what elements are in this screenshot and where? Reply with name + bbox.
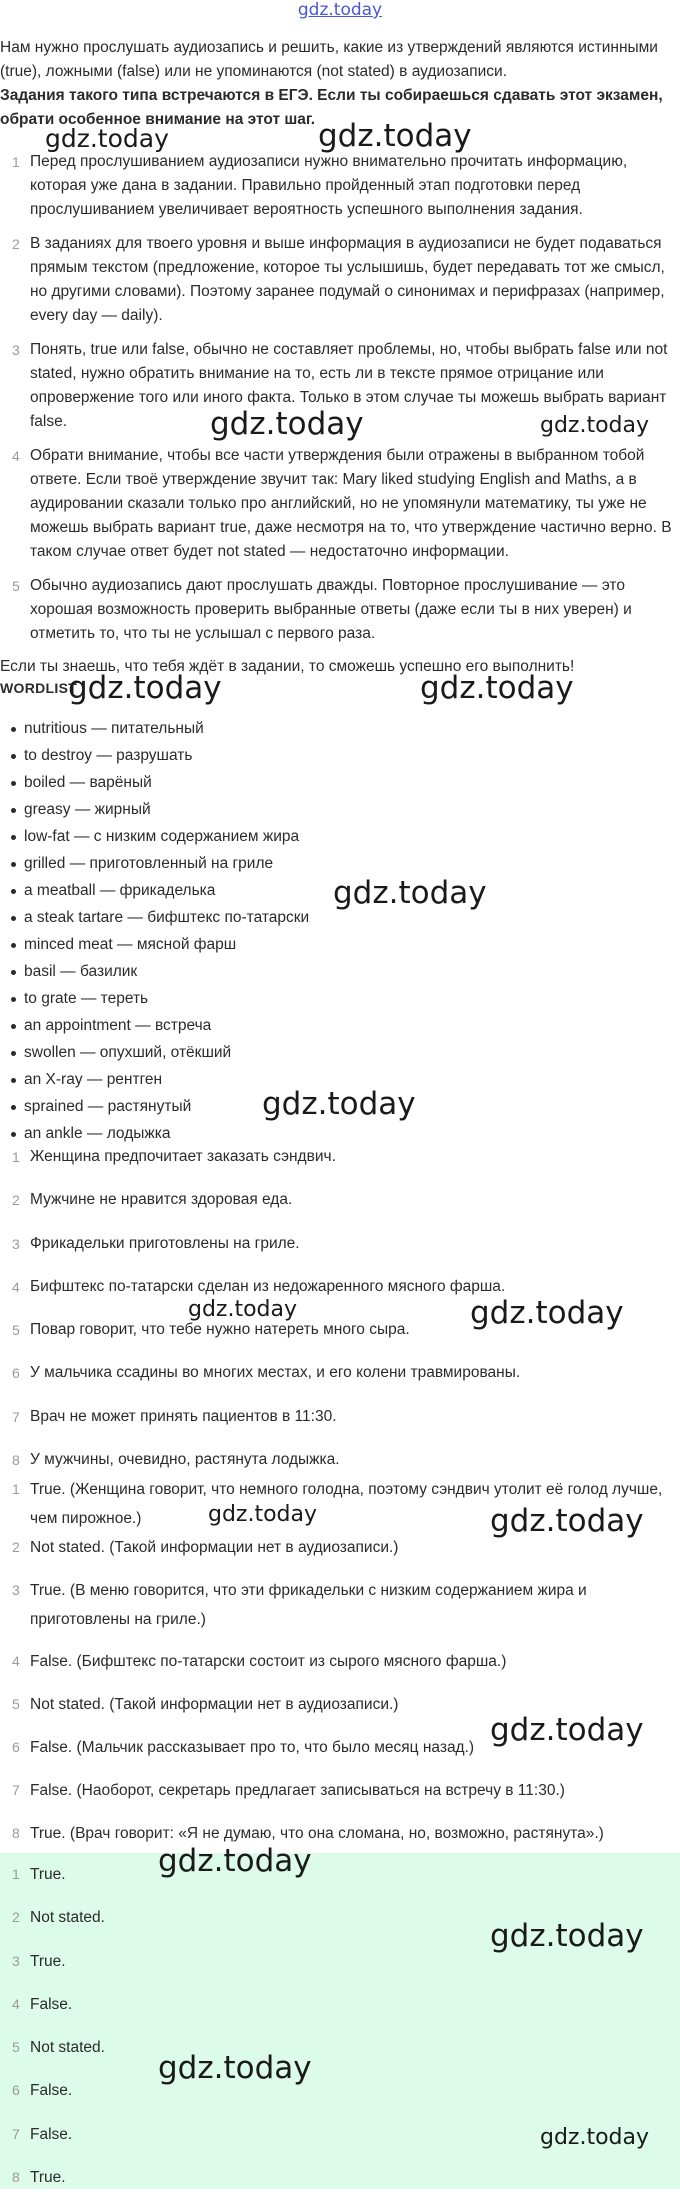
answer-item — [0, 1533, 680, 1576]
answer-number: 7 — [12, 1782, 20, 1798]
statement-text: Женщина предпочитает заказать сэндвич. — [30, 1148, 336, 1165]
bullet-icon — [11, 1024, 16, 1029]
statement-number: 1 — [12, 1149, 20, 1165]
statement-item — [0, 1361, 680, 1404]
answer-item — [0, 1733, 680, 1776]
bullet-icon — [11, 862, 16, 867]
answer-key-number: 6 — [12, 2082, 20, 2099]
statement-text: Врач не может принять пациентов в 11:30. — [30, 1407, 337, 1425]
watermark: gdz.today — [490, 1712, 644, 1748]
wordlist-item — [0, 769, 309, 796]
answer-text: Not stated. (Такой информации нет в аудиозаписи.) — [30, 1539, 399, 1556]
answer-number: 4 — [12, 1653, 20, 1669]
wordlist-entry: a meatball — фрикаделька — [24, 882, 216, 899]
answer-key-item — [0, 2069, 680, 2112]
answer-key-text: True. — [30, 1866, 66, 1883]
tip-item — [0, 444, 680, 564]
answer-key-number: 3 — [12, 1952, 20, 1969]
statement-text: Мужчине не нравится здоровая еда. — [30, 1191, 293, 1209]
wordlist-item — [0, 1066, 309, 1093]
watermark: gdz.today — [318, 118, 472, 154]
tip-number: 5 — [12, 578, 20, 594]
answer-text: True. (Врач говорит: «Я не думаю, что она сломана, но, возможно, растянута».) — [30, 1825, 604, 1842]
wordlist-item — [0, 931, 309, 958]
statement-item — [0, 1405, 680, 1448]
answer-text: False. (Наоборот, секретарь предлагает записываться на встречу в 11:30.) — [30, 1782, 565, 1799]
bullet-icon — [11, 808, 16, 813]
answer-key-item — [0, 1983, 680, 2026]
bullet-icon — [11, 1105, 16, 1110]
answer-key-text: False. — [30, 2125, 73, 2143]
answer-key-text: False. — [30, 2082, 73, 2100]
statement-number: 7 — [12, 1408, 20, 1425]
answer-key-number: 7 — [12, 2125, 20, 2142]
watermark: gdz.today — [333, 875, 487, 911]
statement-number: 6 — [12, 1365, 20, 1382]
watermark: gdz.today — [420, 670, 574, 706]
answer-key-item — [0, 1853, 680, 1896]
wordlist-entry: minced meat — мясной фарш — [24, 936, 237, 953]
answer-key-list — [0, 1853, 680, 2199]
wordlist-item — [0, 985, 309, 1012]
tip-number: 2 — [12, 236, 20, 252]
tip-number: 1 — [12, 154, 20, 170]
wordlist-entry: an ankle — лодыжка — [24, 1125, 171, 1142]
tips-list — [0, 150, 680, 646]
wordlist-item — [0, 850, 309, 877]
answer-text: True. (В меню говорится, что эти фрикадельки с низким содержанием жира и приготовлены на гриле.) — [30, 1582, 587, 1628]
answer-item — [0, 1690, 680, 1733]
statements-list — [0, 1145, 680, 1491]
statement-text: Повар говорит, что тебе нужно натереть много сыра. — [30, 1321, 410, 1339]
intro-exam-note: Задания такого типа встречаются в ЕГЭ. Если ты собираешься сдавать этот экзамен, обрати особенное внимание на этот шаг. — [0, 87, 663, 128]
answer-item — [0, 1576, 680, 1647]
wordlist-entry: nutritious — питательный — [24, 720, 204, 737]
bullet-icon — [11, 754, 16, 759]
tip-text: В заданиях для твоего уровня и выше информация в аудиозаписи не будет подаваться прямым текстом (предложение, которое ты услышишь, будет передавать тот же смысл, но другими словами). Поэтому заранее подумай о синонимах и перифразах (например, every day — daily). — [30, 235, 665, 324]
answer-text: False. (Бифштекс по-татарски состоит из сырого мясного фарша.) — [30, 1653, 507, 1670]
statement-text: Фрикадельки приготовлены на гриле. — [30, 1234, 300, 1252]
answer-key-text: True. — [30, 1952, 66, 1970]
answer-item — [0, 1475, 680, 1533]
answer-number: 6 — [12, 1739, 20, 1755]
tip-item — [0, 574, 680, 646]
wordlist-entry: to destroy — разрушать — [24, 747, 193, 764]
answer-key-item — [0, 2113, 680, 2156]
answers-list — [0, 1475, 680, 1862]
wordlist-entry: sprained — растянутый — [24, 1098, 192, 1115]
outro-text: Если ты знаешь, что тебя ждёт в задании, то сможешь успешно его выполнить! — [0, 658, 575, 675]
wordlist-item — [0, 1039, 309, 1066]
wordlist-item — [0, 958, 309, 985]
wordlist-item — [0, 715, 309, 742]
answer-key-item — [0, 1896, 680, 1939]
statement-number: 8 — [12, 1452, 20, 1469]
answer-key-number: 5 — [12, 2039, 20, 2056]
bullet-icon — [11, 889, 16, 894]
answer-key-number: 2 — [12, 1909, 20, 1926]
watermark: gdz.today — [540, 2125, 650, 2150]
statement-item — [0, 1232, 680, 1275]
watermark: gdz.today — [210, 406, 364, 442]
site-logo-link[interactable]: gdz.today — [297, 0, 383, 20]
watermark: gdz.today — [470, 1295, 624, 1331]
answer-key-text: False. — [30, 1995, 73, 2013]
wordlist-item — [0, 877, 309, 904]
intro-text: Нам нужно прослушать аудиозапись и решить, какие из утверждений являются истинными (true), ложными (false) или не упоминаются (not stated) в аудиозаписи. — [0, 39, 658, 80]
statement-item — [0, 1188, 680, 1231]
bullet-icon — [11, 781, 16, 786]
wordlist-entry: low-fat — с низким содержанием жира — [24, 828, 300, 845]
tip-text: Обычно аудиозапись дают прослушать дважды. Повторное прослушивание — это хорошая возможность проверить выбранные ответы (даже если ты в них уверен) и отметить то, что ты не услышал с первого раза. — [30, 577, 632, 642]
statement-item — [0, 1275, 680, 1318]
wordlist-item — [0, 1093, 309, 1120]
answer-key-text: Not stated. — [30, 2039, 105, 2057]
bullet-icon — [11, 916, 16, 921]
answer-key-item — [0, 2156, 680, 2199]
wordlist-entry: an appointment — встреча — [24, 1017, 212, 1034]
statement-text: Бифштекс по-татарски сделан из недожаренного мясного фарша. — [30, 1277, 506, 1295]
tip-text: Понять, true или false, обычно не составляет проблемы, но, чтобы выбрать false или not stated, нужно обратить внимание на то, есть ли в тексте прямое отрицание или опровержение того или иного факта. Только в этом случае ты можешь выбрать вариант false. — [30, 341, 668, 430]
answer-key-number: 1 — [12, 1866, 20, 1882]
bullet-icon — [11, 970, 16, 975]
statement-number: 4 — [12, 1278, 20, 1295]
wordlist-entry: boiled — варёный — [24, 774, 152, 791]
bullet-icon — [11, 1132, 16, 1137]
bullet-icon — [11, 1078, 16, 1083]
wordlist-item — [0, 823, 309, 850]
wordlist-item — [0, 1120, 309, 1147]
watermark: gdz.today — [188, 1297, 298, 1322]
watermark: gdz.today — [45, 124, 169, 153]
tip-number: 3 — [12, 342, 20, 358]
wordlist-entry: basil — базилик — [24, 963, 138, 980]
watermark: gdz.today — [158, 2050, 312, 2086]
bullet-icon — [11, 997, 16, 1002]
wordlist-item — [0, 796, 309, 823]
statement-text: У мальчика ссадины во многих местах, и его колени травмированы. — [30, 1364, 521, 1382]
statement-number: 2 — [12, 1192, 20, 1209]
wordlist-entry: greasy — жирный — [24, 801, 151, 818]
wordlist-entry: a steak tartare — бифштекс по-татарски — [24, 909, 310, 926]
tip-item — [0, 150, 680, 222]
wordlist-item — [0, 1012, 309, 1039]
answer-number: 3 — [12, 1582, 20, 1598]
answer-key-text: Not stated. — [30, 1909, 105, 1927]
bullet-icon — [11, 1051, 16, 1056]
answer-key-text: True. — [30, 2169, 66, 2187]
watermark: gdz.today — [68, 670, 222, 706]
answer-key-number: 4 — [12, 1995, 20, 2012]
watermark: gdz.today — [158, 1843, 312, 1879]
tip-text: Обрати внимание, чтобы все части утверждения были отражены в выбранном тобой ответе. Если твоё утверждение звучит так: Mary liked studying English and Maths, а в аудировании сказали только про английский, но не упомянули математику, ты уже не можешь выбрать вариант true, даже несмотря на то, что утверждение частично верно. В таком случае ответ будет not stated — недостаточно информации. — [30, 447, 672, 560]
answer-number: 8 — [12, 1825, 20, 1841]
statement-number: 5 — [12, 1322, 20, 1339]
wordlist-entry: grilled — приготовленный на гриле — [24, 855, 274, 872]
wordlist-item — [0, 904, 309, 931]
tip-number: 4 — [12, 448, 20, 464]
answer-number: 5 — [12, 1696, 20, 1712]
statement-number: 3 — [12, 1235, 20, 1252]
watermark: gdz.today — [208, 1502, 318, 1527]
wordlist-title: WORDLIST — [0, 680, 78, 696]
watermark: gdz.today — [490, 1503, 644, 1539]
answer-text: False. (Мальчик рассказывает про то, что было месяц назад.) — [30, 1739, 475, 1756]
wordlist — [0, 715, 309, 1147]
wordlist-entry: swollen — опухший, отёкший — [24, 1044, 232, 1061]
statement-item — [0, 1145, 680, 1188]
wordlist-entry: to grate — тереть — [24, 990, 149, 1007]
answer-item — [0, 1776, 680, 1819]
tip-item — [0, 232, 680, 328]
watermark: gdz.today — [262, 1086, 416, 1122]
watermark: gdz.today — [490, 1918, 644, 1954]
answer-key-item — [0, 1940, 680, 1983]
bullet-icon — [11, 727, 16, 732]
statement-text: У мужчины, очевидно, растянута лодыжка. — [30, 1451, 340, 1469]
bullet-icon — [11, 943, 16, 948]
tip-text: Перед прослушиванием аудиозаписи нужно внимательно прочитать информацию, которая уже дана в задании. Правильно пройденный этап подготовки перед прослушиванием увеличивает вероятность успешного выполнения задания. — [30, 153, 628, 218]
tip-item — [0, 338, 680, 434]
answer-key-number: 8 — [12, 2169, 20, 2186]
intro-section — [0, 36, 680, 132]
answer-text: Not stated. (Такой информации нет в аудиозаписи.) — [30, 1696, 399, 1713]
statement-item — [0, 1318, 680, 1361]
answer-text: True. (Женщина говорит, что немного голодна, поэтому сэндвич утолит её голод лучше, чем пирожное.) — [30, 1481, 663, 1527]
wordlist-entry: an X-ray — рентген — [24, 1071, 163, 1088]
answer-number: 1 — [12, 1481, 20, 1497]
answer-key-item — [0, 2026, 680, 2069]
answer-number: 2 — [12, 1539, 20, 1555]
wordlist-item — [0, 742, 309, 769]
answer-item — [0, 1647, 680, 1690]
bullet-icon — [11, 835, 16, 840]
watermark: gdz.today — [540, 413, 650, 438]
